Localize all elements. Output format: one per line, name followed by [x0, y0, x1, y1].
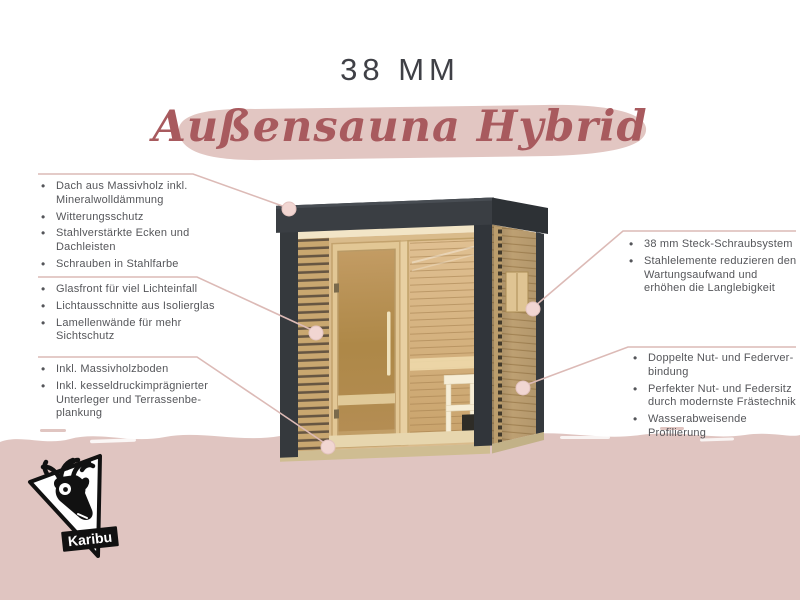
callout-group-floor: [40, 363, 222, 424]
sauna-fixed-glass: [408, 238, 478, 441]
callout-group-steel: [628, 238, 798, 299]
sauna-bench-back: [410, 356, 476, 371]
sauna-illustration: [272, 186, 552, 468]
product-name: Außensauna Hybrid: [152, 102, 648, 152]
door-hinge: [334, 283, 339, 292]
callout-item: • Inkl. Massivholzboden: [40, 363, 222, 377]
callout-item: • Perfekter Nut- und Federsitz durch modernste Frästechnik: [632, 383, 800, 411]
logo-label: [61, 526, 119, 552]
logo-text: Karibu: [67, 528, 113, 550]
callout-item: • Glasfront für viel Lichteinfall: [40, 283, 218, 297]
callout-item: • Inkl. kesseldruckimprägnierter Unterleger und Terrassenbeplankung: [40, 380, 222, 421]
callout-item: • Dach aus Massivholz inkl. Mineralwolldämmung: [40, 180, 218, 208]
corner-post-right: [474, 198, 492, 447]
door-handle: [387, 311, 391, 375]
callout-item: • 38 mm Steck-Schraubsystem: [628, 238, 798, 252]
callout-item: • Stahlelemente reduzieren den Wartungsaufwand und erhöhen die Langlebigkeit: [628, 255, 798, 296]
callout-item: • Schrauben in Stahlfarbe: [40, 258, 218, 272]
corner-post-left: [280, 205, 298, 458]
lamella-wall: [296, 238, 329, 451]
callout-item: • Lamellenwände für mehr Sichtschutz: [40, 317, 218, 345]
callout-item: • Doppelte Nut- und Federverbindung: [632, 352, 800, 380]
subtitle-block: [0, 96, 800, 168]
sauna-front-face: [276, 197, 494, 461]
karibu-logo: [14, 444, 144, 579]
callout-item: • Witterungsschutz: [40, 211, 218, 225]
door-hinge: [334, 409, 339, 418]
page-title: 38 MM: [340, 52, 460, 87]
sauna-side-wall: [492, 225, 544, 454]
callout-group-glass: [40, 283, 218, 347]
callout-item: • Lichtausschnitte aus Isolierglas: [40, 300, 218, 314]
sauna-glass-door: [332, 241, 400, 448]
callout-group-roof: [40, 180, 218, 275]
callout-item: • Stahlverstärkte Ecken und Dachleisten: [40, 227, 218, 255]
callout-group-joinery: [632, 352, 800, 444]
callout-item: • Wasserabweisende Profilierung: [632, 413, 800, 441]
